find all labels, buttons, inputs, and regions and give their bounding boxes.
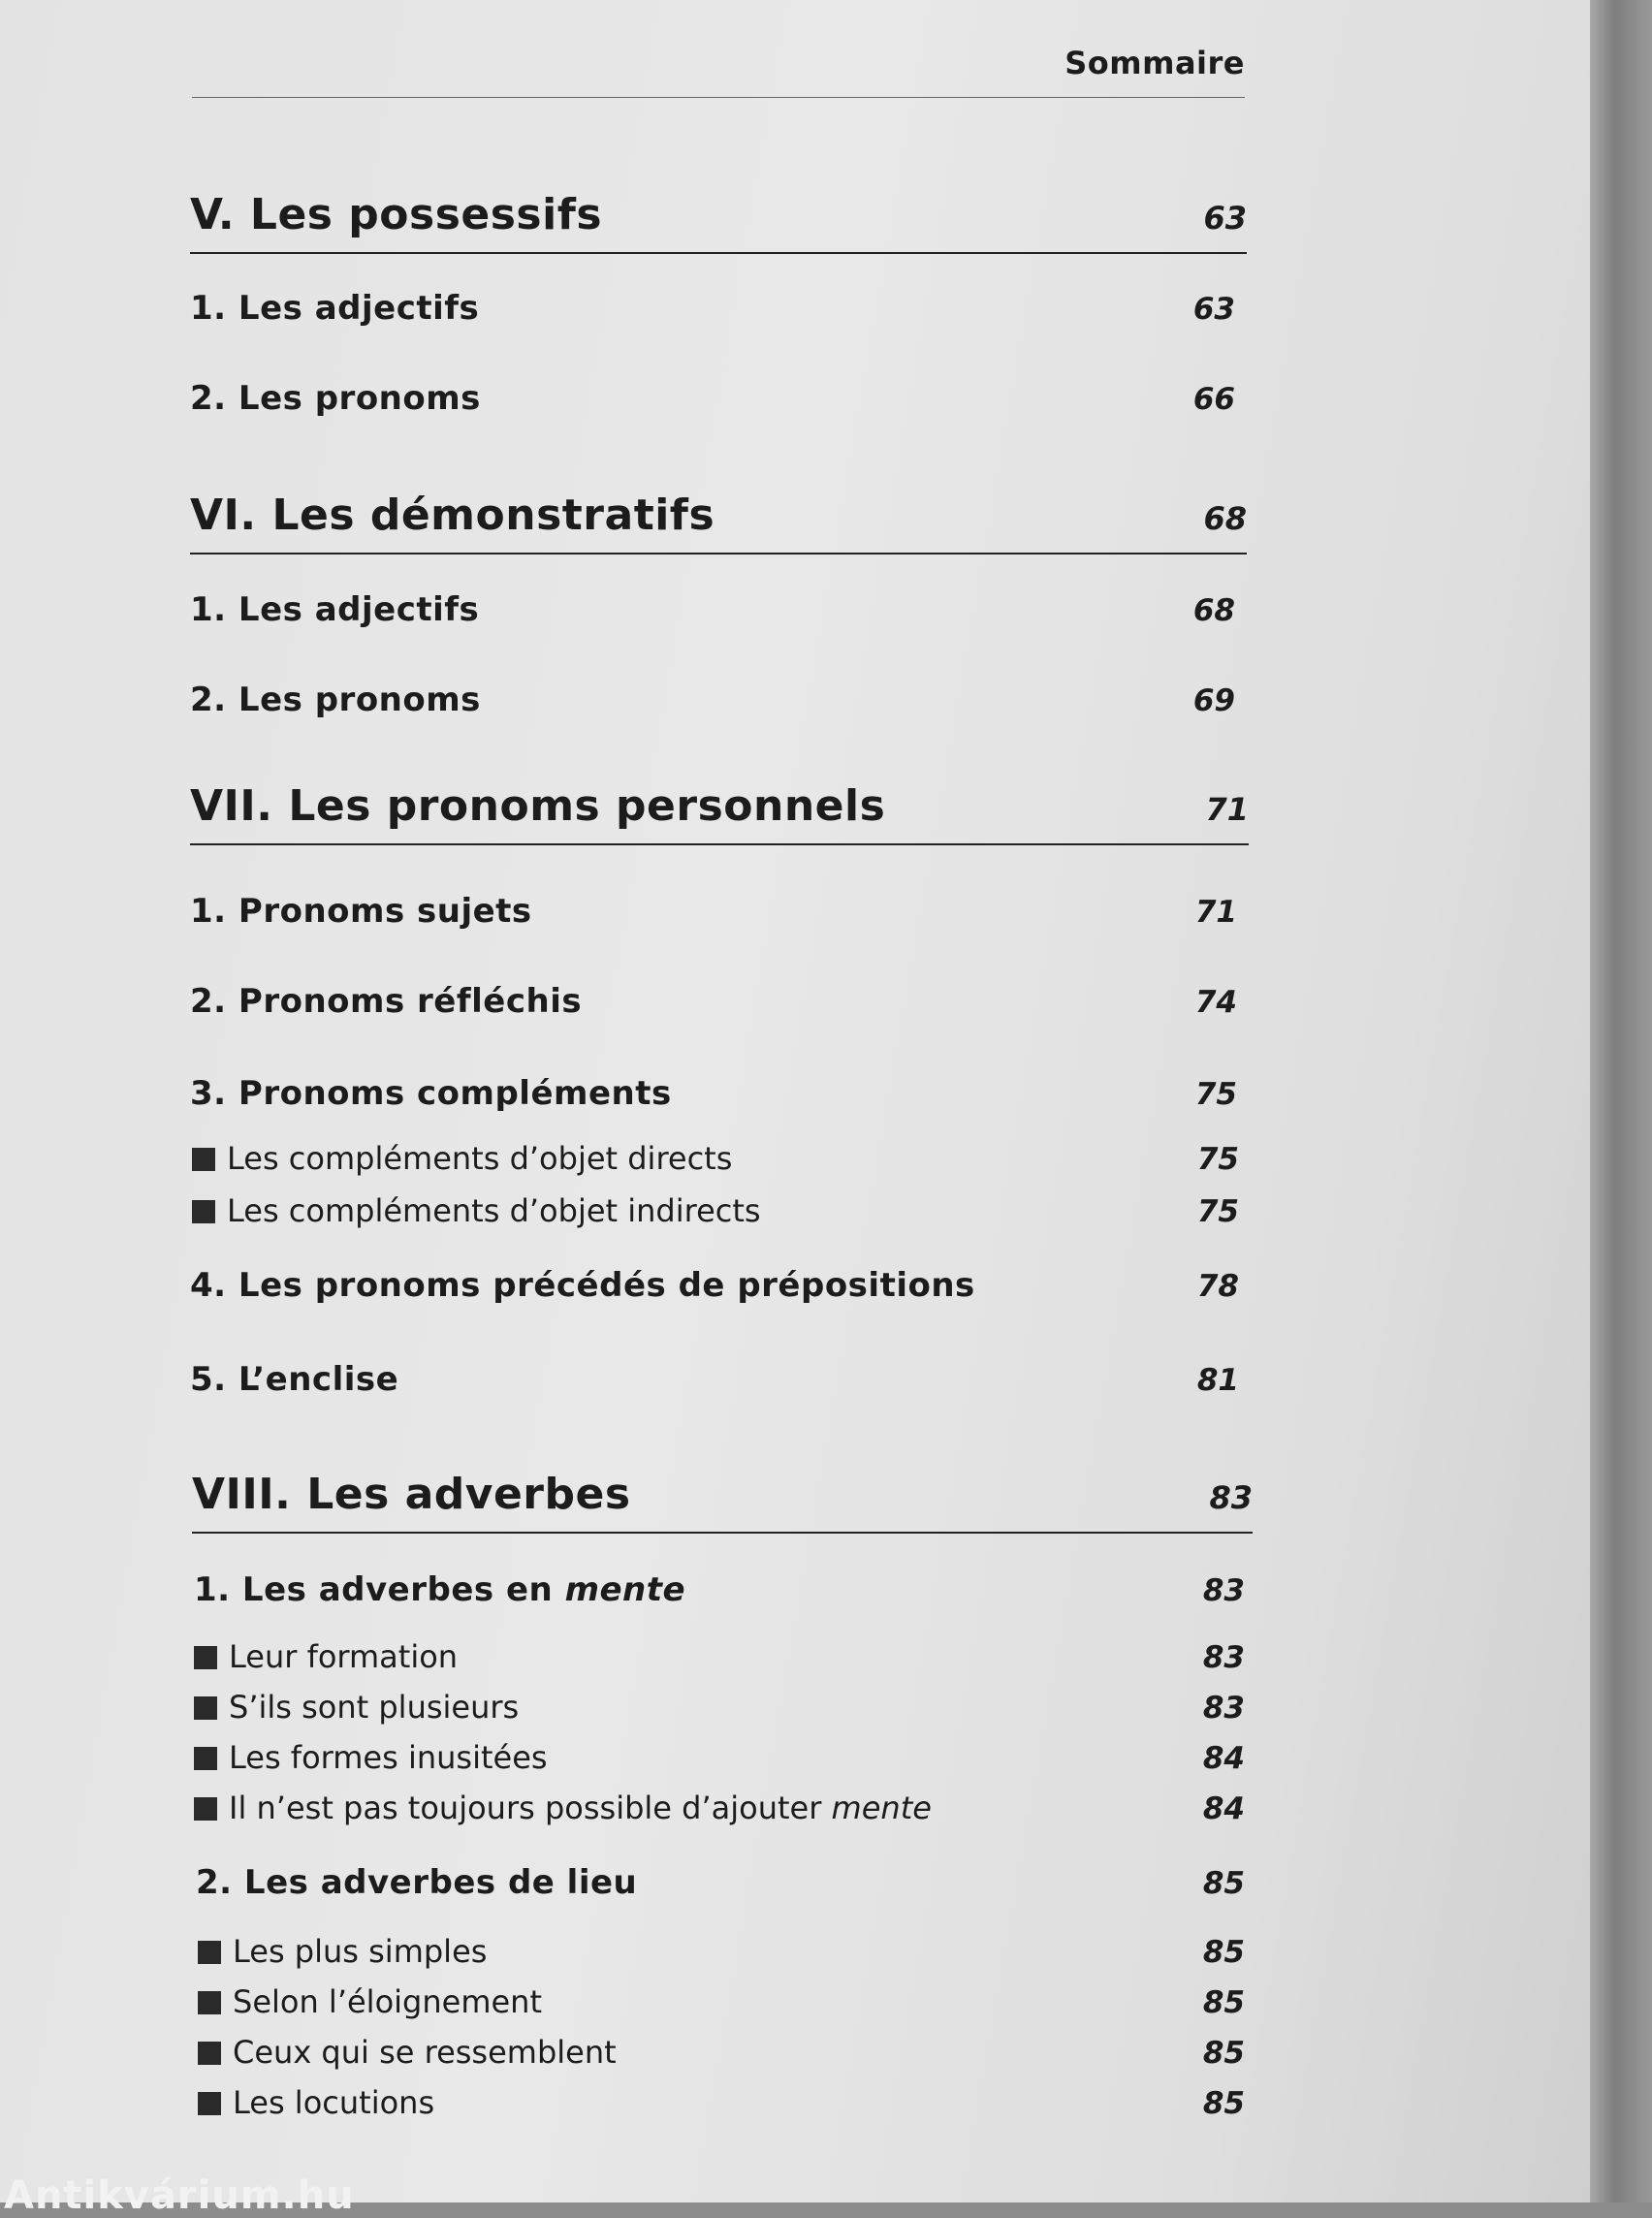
toc-item-title: Leur formation bbox=[229, 1638, 459, 1675]
toc-page-number: 84 bbox=[1202, 1791, 1245, 1826]
square-bullet-icon bbox=[194, 1747, 217, 1770]
toc-page-number: 83 bbox=[1209, 1479, 1253, 1516]
toc-chapter-title: V. Les possessifs bbox=[190, 190, 603, 239]
toc-section[interactable] bbox=[190, 1360, 1239, 1399]
toc-page-number: 85 bbox=[1202, 1985, 1245, 2020]
toc-item-title: Les locutions bbox=[233, 2084, 435, 2121]
square-bullet-icon bbox=[198, 2092, 221, 2115]
toc-page-number: 63 bbox=[1192, 292, 1235, 327]
toc-section-title-emphasis: mente bbox=[564, 1570, 686, 1609]
square-bullet-icon bbox=[194, 1646, 217, 1669]
square-bullet-icon bbox=[198, 1991, 221, 2014]
toc-section-title: 1. Pronoms sujets bbox=[190, 892, 532, 931]
toc-chapter-title: VI. Les démonstratifs bbox=[190, 491, 715, 540]
toc-item-title: Il n’est pas toujours possible d’ajouter bbox=[229, 1790, 832, 1826]
toc-section[interactable] bbox=[190, 681, 1235, 719]
toc-item-title: Ceux qui se ressemblent bbox=[233, 2034, 617, 2071]
toc-page-number: 71 bbox=[1205, 791, 1249, 828]
watermark: Antikvárium.hu bbox=[4, 2173, 355, 2218]
toc-section-title: 5. L’enclise bbox=[190, 1360, 399, 1399]
toc-section[interactable] bbox=[190, 289, 1235, 328]
toc-page-number: 71 bbox=[1194, 895, 1237, 930]
toc-page-number: 75 bbox=[1196, 1194, 1239, 1229]
toc-item[interactable] bbox=[192, 1192, 1239, 1229]
toc-chapter-7[interactable] bbox=[190, 781, 1249, 845]
toc-page-number: 75 bbox=[1196, 1142, 1239, 1177]
toc-page-number: 69 bbox=[1192, 683, 1235, 718]
toc-item[interactable] bbox=[198, 2084, 1245, 2121]
toc-section-title: 1. Les adjectifs bbox=[190, 289, 480, 328]
toc-page-number: 83 bbox=[1202, 1640, 1245, 1675]
toc-page-number: 85 bbox=[1202, 1866, 1245, 1901]
toc-page-number: 75 bbox=[1194, 1077, 1237, 1112]
square-bullet-icon bbox=[192, 1200, 215, 1223]
toc-page-number: 83 bbox=[1202, 1573, 1245, 1608]
toc-page-number: 78 bbox=[1196, 1269, 1239, 1304]
toc-item-title: Les compléments d’objet indirects bbox=[227, 1192, 761, 1229]
toc-section-title: 2. Les pronoms bbox=[190, 681, 481, 719]
toc-section[interactable] bbox=[194, 1570, 1245, 1609]
toc-section[interactable] bbox=[190, 1266, 1239, 1305]
toc-chapter-8[interactable] bbox=[192, 1470, 1253, 1534]
toc-item-title: Selon l’éloignement bbox=[233, 1983, 542, 2020]
toc-page-number: 68 bbox=[1203, 500, 1247, 537]
toc-item-title: Les plus simples bbox=[233, 1933, 488, 1970]
toc-section-title: 1. Les adverbes en bbox=[194, 1570, 565, 1609]
toc-chapter-title: VII. Les pronoms personnels bbox=[190, 781, 886, 831]
toc-item-title-emphasis: mente bbox=[831, 1790, 932, 1826]
square-bullet-icon bbox=[192, 1148, 215, 1171]
toc-item-title: Les formes inusitées bbox=[229, 1739, 548, 1776]
square-bullet-icon bbox=[198, 1941, 221, 1964]
toc-page-number: 74 bbox=[1194, 985, 1237, 1020]
square-bullet-icon bbox=[198, 2042, 221, 2065]
toc-item[interactable] bbox=[198, 1933, 1245, 1970]
toc-section[interactable] bbox=[190, 982, 1237, 1021]
toc-section[interactable] bbox=[196, 1863, 1245, 1902]
toc-item[interactable] bbox=[198, 1983, 1245, 2020]
page-title: Sommaire bbox=[1064, 45, 1245, 81]
toc-item[interactable] bbox=[194, 1689, 1245, 1726]
toc-chapter-5[interactable] bbox=[190, 190, 1247, 254]
toc-page-number: 81 bbox=[1196, 1363, 1239, 1398]
toc-page-number: 66 bbox=[1192, 382, 1235, 417]
toc-item[interactable] bbox=[198, 2034, 1245, 2071]
toc-page-number: 85 bbox=[1202, 2036, 1245, 2071]
toc-page-number: 84 bbox=[1202, 1741, 1245, 1776]
page-edge bbox=[1590, 0, 1652, 2202]
toc-section[interactable] bbox=[190, 1074, 1237, 1113]
toc-section-title: 2. Les adverbes de lieu bbox=[196, 1863, 638, 1902]
toc-chapter-6[interactable] bbox=[190, 491, 1247, 554]
toc-page-number: 83 bbox=[1202, 1691, 1245, 1726]
toc-item[interactable] bbox=[194, 1638, 1245, 1675]
toc-page-number: 85 bbox=[1202, 1935, 1245, 1970]
square-bullet-icon bbox=[194, 1696, 217, 1720]
toc-chapter-title: VIII. Les adverbes bbox=[192, 1470, 631, 1519]
toc-section-title: 3. Pronoms compléments bbox=[190, 1074, 672, 1113]
toc-section[interactable] bbox=[190, 892, 1237, 931]
toc-section[interactable] bbox=[190, 379, 1235, 418]
toc-section-title: 2. Pronoms réfléchis bbox=[190, 982, 583, 1021]
square-bullet-icon bbox=[194, 1797, 217, 1821]
toc-item[interactable] bbox=[192, 1140, 1239, 1177]
toc-section-title: 2. Les pronoms bbox=[190, 379, 481, 418]
toc-section-title: 1. Les adjectifs bbox=[190, 590, 480, 629]
toc-item-title: S’ils sont plusieurs bbox=[229, 1689, 520, 1726]
toc-item-title: Les compléments d’objet directs bbox=[227, 1140, 733, 1177]
toc-item[interactable] bbox=[194, 1739, 1245, 1776]
toc-section-title: 4. Les pronoms précédés de prépositions bbox=[190, 1266, 975, 1305]
toc-page-number: 63 bbox=[1203, 200, 1247, 237]
toc-page-number: 85 bbox=[1202, 2086, 1245, 2121]
toc-page-number: 68 bbox=[1192, 593, 1235, 628]
toc-section[interactable] bbox=[190, 590, 1235, 629]
toc-item[interactable] bbox=[194, 1790, 1245, 1826]
